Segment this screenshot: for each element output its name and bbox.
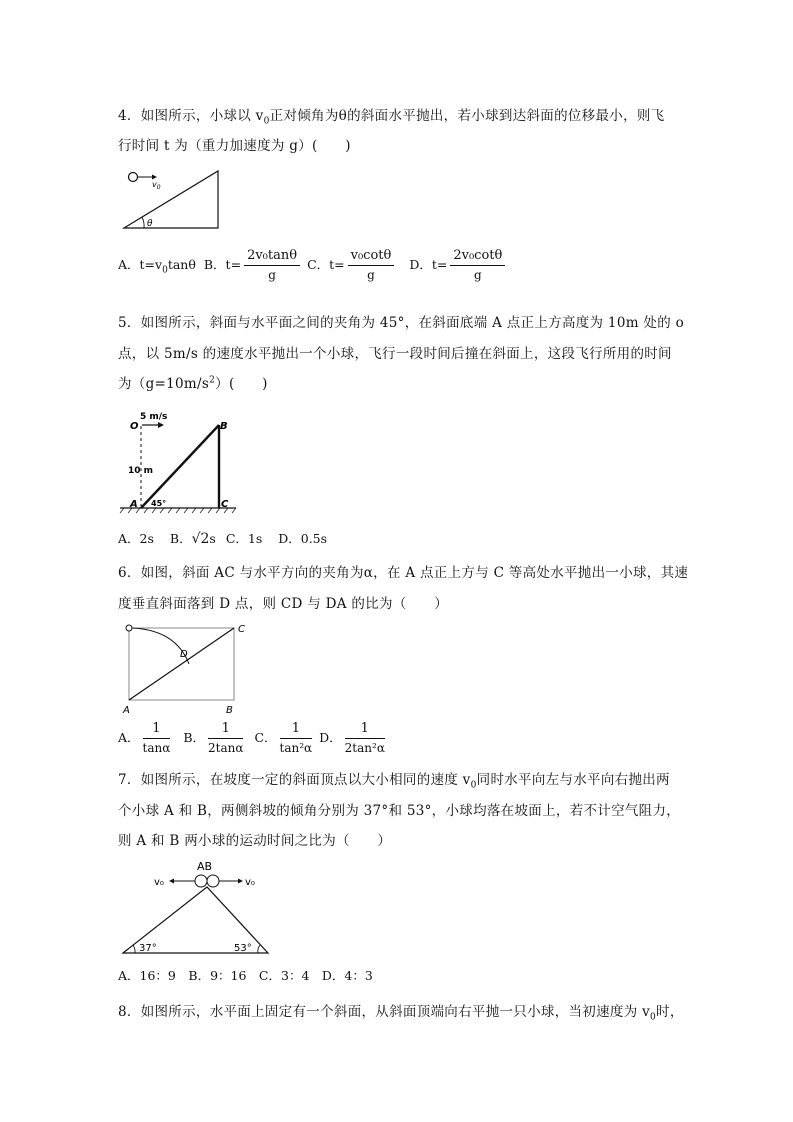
svg-text:B: B xyxy=(226,705,233,716)
q4-option-d: D．t= $\frac{\text{2v₀cotθ}}{g}$ xyxy=(409,257,508,272)
q7-stem-line2: 个小球 A 和 B，两侧斜坡的倾角分别为 37°和 53°，小球均落在坡面上，若不计空气阻力， xyxy=(118,803,681,819)
q5-option-a: A．2s xyxy=(118,531,154,546)
svg-text:v₀: v₀ xyxy=(154,877,164,888)
q4-stem-line1: 4．如图所示，小球以 $v_0$正对倾角为θ的斜面水平抛出，若小球到达斜面的位移最小，则飞 xyxy=(118,108,665,127)
svg-text:37°: 37° xyxy=(139,943,157,954)
incline-triangle xyxy=(124,171,218,228)
svg-text:B: B xyxy=(220,421,228,432)
q4-option-c: C．t= $\frac{\text{v₀cotθ}}{g}$ xyxy=(307,257,397,272)
ball-icon xyxy=(126,625,132,631)
q5-option-b: B．√2s xyxy=(169,531,216,547)
q8-stem-line1: 8．如图所示，水平面上固定有一个斜面，从斜面顶端向右平抛一只小球，当初速度为 $v_0$时， xyxy=(118,1004,684,1023)
q7-options: A．16：9 B．9：16 C．3：4 D．4：3 xyxy=(118,968,373,983)
q4-figure xyxy=(118,166,223,232)
q6-stem-line2: 度垂直斜面落到 D 点，则 CD 与 DA 的比为（ ） xyxy=(118,596,448,612)
svg-text:θ: θ xyxy=(147,219,153,229)
q4-option-a: A．$t=v_0\tan\theta$ xyxy=(118,256,196,275)
svg-text:v0: $v_0$ xyxy=(152,180,161,191)
q7-stem-line1: 7．如图所示，在坡度一定的斜面顶点以大小相同的速度 $v_0$同时水平向左与水平向右抛出两 xyxy=(118,772,670,791)
svg-text:C: C xyxy=(221,499,229,510)
q5-option-d: D．0.5s xyxy=(278,531,328,546)
q5-options xyxy=(118,529,327,547)
svg-text:45°: 45° xyxy=(151,499,167,508)
q5-figure xyxy=(118,408,238,516)
q6-stem-line1: 6．如图，斜面 AC 与水平方向的夹角为α，在 A 点正上方与 C 等高处水平抛出一小球，其速 xyxy=(118,565,689,581)
ball-icon xyxy=(129,173,138,182)
incline-line xyxy=(129,628,234,700)
q4-stem-line2: 行时间 t 为（重力加速度为 g）( ) xyxy=(118,138,351,154)
q6-option-a: A． $\frac{1}{\tan\alpha}$ xyxy=(118,721,171,755)
svg-text:D: D xyxy=(180,649,188,660)
svg-text:A: A xyxy=(130,499,138,510)
svg-text:O: O xyxy=(130,421,139,432)
q6-option-b: B． $\frac{1}{2\tan\alpha}$ xyxy=(183,721,244,755)
q6-option-d: D． $\frac{1}{\text{2tan²α}}$ xyxy=(319,721,385,755)
q7-figure xyxy=(118,856,278,958)
svg-text:AB: AB xyxy=(197,860,213,873)
q4-options xyxy=(118,248,508,282)
q5-stem-line3: 为$(g=10m/s^2)$( ) xyxy=(118,375,268,392)
svg-text:A: A xyxy=(123,705,130,716)
q5-option-c: C．1s xyxy=(225,531,263,546)
q6-figure xyxy=(118,620,248,716)
q4-option-b: B．t= $\frac{\text{2v₀tanθ}}{g}$ xyxy=(204,257,303,272)
svg-text:10 m: 10 m xyxy=(128,466,154,476)
ball-a-icon xyxy=(195,875,207,887)
q5-stem-line1: 5．如图所示，斜面与水平面之间的夹角为 45°，在斜面底端 A 点正上方高度为 10m 处的 o xyxy=(118,315,685,331)
q7-stem-line3: 则 A 和 B 两小球的运动时间之比为（ ） xyxy=(118,833,392,849)
svg-text:v₀: v₀ xyxy=(245,877,255,888)
svg-text:C: C xyxy=(238,624,245,635)
q5-stem-line2: 点，以 5m/s 的速度水平抛出一个小球，飞行一段时间后撞在斜面上，这段飞行所用的时间 xyxy=(118,346,672,362)
q6-option-c: C． $\frac{1}{\text{tan²α}}$ xyxy=(254,721,313,755)
ball-b-icon xyxy=(207,875,219,887)
svg-text:53°: 53° xyxy=(234,943,252,954)
svg-text:5 m/s: 5 m/s xyxy=(140,412,168,422)
q6-options xyxy=(118,721,388,755)
